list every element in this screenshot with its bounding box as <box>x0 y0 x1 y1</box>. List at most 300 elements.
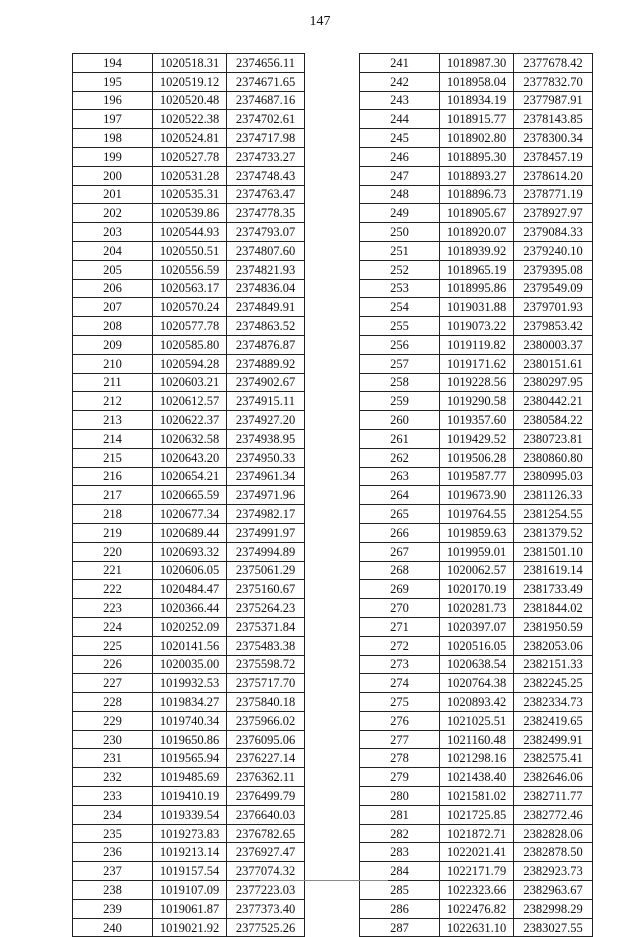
table-row <box>360 599 593 618</box>
point-number-cell: 257 <box>360 354 440 373</box>
y-coordinate-cell: 2374950.33 <box>227 448 305 467</box>
table-row <box>73 881 305 900</box>
point-number-cell: 279 <box>360 768 440 787</box>
y-coordinate-cell: 2374793.07 <box>227 223 305 242</box>
x-coordinate-cell: 1022171.79 <box>440 862 514 881</box>
coordinates-table-right <box>359 53 593 937</box>
x-coordinate-cell: 1020556.59 <box>153 260 227 279</box>
x-coordinate-cell: 1019273.83 <box>153 824 227 843</box>
point-number-cell: 231 <box>73 749 153 768</box>
y-coordinate-cell: 2374876.87 <box>227 335 305 354</box>
table-row <box>360 185 593 204</box>
x-coordinate-cell: 1020764.38 <box>440 674 514 693</box>
point-number-cell: 249 <box>360 204 440 223</box>
y-coordinate-cell: 2374994.89 <box>227 542 305 561</box>
table-row <box>360 824 593 843</box>
table-row <box>73 824 305 843</box>
table-row <box>360 486 593 505</box>
y-coordinate-cell: 2380151.61 <box>514 354 593 373</box>
y-coordinate-cell: 2375483.38 <box>227 636 305 655</box>
y-coordinate-cell: 2382963.67 <box>514 881 593 900</box>
point-number-cell: 274 <box>360 674 440 693</box>
x-coordinate-cell: 1019673.90 <box>440 486 514 505</box>
table-row <box>73 54 305 73</box>
x-coordinate-cell: 1020170.19 <box>440 580 514 599</box>
y-coordinate-cell: 2382878.50 <box>514 843 593 862</box>
y-coordinate-cell: 2382998.29 <box>514 899 593 918</box>
y-coordinate-cell: 2375160.67 <box>227 580 305 599</box>
y-coordinate-cell: 2380995.03 <box>514 467 593 486</box>
table-row <box>360 448 593 467</box>
x-coordinate-cell: 1020603.21 <box>153 373 227 392</box>
table-row <box>360 881 593 900</box>
x-coordinate-cell: 1022021.41 <box>440 843 514 862</box>
x-coordinate-cell: 1019587.77 <box>440 467 514 486</box>
y-coordinate-cell: 2377223.03 <box>227 881 305 900</box>
x-coordinate-cell: 1020524.81 <box>153 129 227 148</box>
y-coordinate-cell: 2382772.46 <box>514 805 593 824</box>
y-coordinate-cell: 2380442.21 <box>514 392 593 411</box>
coordinates-table-left <box>72 53 305 937</box>
x-coordinate-cell: 1019339.54 <box>153 805 227 824</box>
table-row <box>360 429 593 448</box>
table-row <box>73 448 305 467</box>
table-row <box>360 147 593 166</box>
y-coordinate-cell: 2383027.55 <box>514 918 593 937</box>
point-number-cell: 247 <box>360 166 440 185</box>
x-coordinate-cell: 1020539.86 <box>153 204 227 223</box>
x-coordinate-cell: 1018905.67 <box>440 204 514 223</box>
point-number-cell: 287 <box>360 918 440 937</box>
point-number-cell: 241 <box>360 54 440 73</box>
x-coordinate-cell: 1020141.56 <box>153 636 227 655</box>
point-number-cell: 263 <box>360 467 440 486</box>
point-number-cell: 236 <box>73 843 153 862</box>
point-number-cell: 216 <box>73 467 153 486</box>
x-coordinate-cell: 1020585.80 <box>153 335 227 354</box>
table-row <box>73 354 305 373</box>
point-number-cell: 264 <box>360 486 440 505</box>
table-row <box>73 467 305 486</box>
point-number-cell: 265 <box>360 505 440 524</box>
point-number-cell: 243 <box>360 91 440 110</box>
point-number-cell: 232 <box>73 768 153 787</box>
x-coordinate-cell: 1020893.42 <box>440 693 514 712</box>
point-number-cell: 259 <box>360 392 440 411</box>
point-number-cell: 283 <box>360 843 440 862</box>
table-row <box>360 467 593 486</box>
point-number-cell: 244 <box>360 110 440 129</box>
table-row <box>360 354 593 373</box>
x-coordinate-cell: 1020535.31 <box>153 185 227 204</box>
point-number-cell: 272 <box>360 636 440 655</box>
x-coordinate-cell: 1020366.44 <box>153 599 227 618</box>
y-coordinate-cell: 2374748.43 <box>227 166 305 185</box>
table-row <box>360 129 593 148</box>
point-number-cell: 208 <box>73 317 153 336</box>
y-coordinate-cell: 2381619.14 <box>514 561 593 580</box>
point-number-cell: 219 <box>73 523 153 542</box>
page-number: 147 <box>309 14 331 29</box>
point-number-cell: 248 <box>360 185 440 204</box>
table-row <box>360 843 593 862</box>
y-coordinate-cell: 2380297.95 <box>514 373 593 392</box>
point-number-cell: 202 <box>73 204 153 223</box>
table-row <box>73 279 305 298</box>
point-number-cell: 221 <box>73 561 153 580</box>
point-number-cell: 201 <box>73 185 153 204</box>
point-number-cell: 284 <box>360 862 440 881</box>
x-coordinate-cell: 1021725.85 <box>440 805 514 824</box>
point-number-cell: 197 <box>73 110 153 129</box>
point-number-cell: 228 <box>73 693 153 712</box>
x-coordinate-cell: 1018987.30 <box>440 54 514 73</box>
y-coordinate-cell: 2375966.02 <box>227 711 305 730</box>
x-coordinate-cell: 1019740.34 <box>153 711 227 730</box>
x-coordinate-cell: 1019764.55 <box>440 505 514 524</box>
x-coordinate-cell: 1020550.51 <box>153 241 227 260</box>
table-row <box>73 260 305 279</box>
table-row <box>73 223 305 242</box>
point-number-cell: 266 <box>360 523 440 542</box>
table-row <box>360 899 593 918</box>
point-number-cell: 245 <box>360 129 440 148</box>
table-row <box>73 918 305 937</box>
point-number-cell: 252 <box>360 260 440 279</box>
table-row <box>73 91 305 110</box>
x-coordinate-cell: 1020397.07 <box>440 617 514 636</box>
y-coordinate-cell: 2379853.42 <box>514 317 593 336</box>
table-row <box>360 787 593 806</box>
table-row <box>360 918 593 937</box>
y-coordinate-cell: 2374702.61 <box>227 110 305 129</box>
table-row <box>73 655 305 674</box>
table-row <box>73 636 305 655</box>
y-coordinate-cell: 2382245.25 <box>514 674 593 693</box>
x-coordinate-cell: 1018895.30 <box>440 147 514 166</box>
y-coordinate-cell: 2374733.27 <box>227 147 305 166</box>
y-coordinate-cell: 2374902.67 <box>227 373 305 392</box>
point-number-cell: 205 <box>73 260 153 279</box>
y-coordinate-cell: 2377987.91 <box>514 91 593 110</box>
point-number-cell: 270 <box>360 599 440 618</box>
table-row <box>360 260 593 279</box>
y-coordinate-cell: 2378614.20 <box>514 166 593 185</box>
table-row <box>360 166 593 185</box>
x-coordinate-cell: 1020062.57 <box>440 561 514 580</box>
table-row <box>73 110 305 129</box>
table-row <box>73 711 305 730</box>
y-coordinate-cell: 2378300.34 <box>514 129 593 148</box>
y-coordinate-cell: 2375598.72 <box>227 655 305 674</box>
y-coordinate-cell: 2374687.16 <box>227 91 305 110</box>
point-number-cell: 209 <box>73 335 153 354</box>
table-row <box>73 617 305 636</box>
table-row <box>360 54 593 73</box>
x-coordinate-cell: 1019959.01 <box>440 542 514 561</box>
point-number-cell: 215 <box>73 448 153 467</box>
x-coordinate-cell: 1019834.27 <box>153 693 227 712</box>
table-row <box>73 185 305 204</box>
x-coordinate-cell: 1019228.56 <box>440 373 514 392</box>
y-coordinate-cell: 2382419.65 <box>514 711 593 730</box>
x-coordinate-cell: 1020527.78 <box>153 147 227 166</box>
point-number-cell: 196 <box>73 91 153 110</box>
y-coordinate-cell: 2379701.93 <box>514 298 593 317</box>
point-number-cell: 211 <box>73 373 153 392</box>
table-row <box>73 72 305 91</box>
x-coordinate-cell: 1019650.86 <box>153 730 227 749</box>
x-coordinate-cell: 1018939.92 <box>440 241 514 260</box>
point-number-cell: 213 <box>73 411 153 430</box>
table-row <box>360 580 593 599</box>
point-number-cell: 240 <box>73 918 153 937</box>
y-coordinate-cell: 2381501.10 <box>514 542 593 561</box>
table-row <box>360 279 593 298</box>
point-number-cell: 276 <box>360 711 440 730</box>
table-row <box>73 335 305 354</box>
table-row <box>360 335 593 354</box>
y-coordinate-cell: 2376640.03 <box>227 805 305 824</box>
table-row <box>73 730 305 749</box>
table-row <box>73 166 305 185</box>
table-row <box>73 674 305 693</box>
table-row <box>73 749 305 768</box>
table-row <box>360 805 593 824</box>
x-coordinate-cell: 1020622.37 <box>153 411 227 430</box>
x-coordinate-cell: 1020577.78 <box>153 317 227 336</box>
y-coordinate-cell: 2382828.06 <box>514 824 593 843</box>
table-row <box>73 411 305 430</box>
y-coordinate-cell: 2374971.96 <box>227 486 305 505</box>
point-number-cell: 233 <box>73 787 153 806</box>
x-coordinate-cell: 1019107.09 <box>153 881 227 900</box>
y-coordinate-cell: 2381733.49 <box>514 580 593 599</box>
x-coordinate-cell: 1020484.47 <box>153 580 227 599</box>
y-coordinate-cell: 2376499.79 <box>227 787 305 806</box>
point-number-cell: 254 <box>360 298 440 317</box>
y-coordinate-cell: 2378457.19 <box>514 147 593 166</box>
point-number-cell: 204 <box>73 241 153 260</box>
point-number-cell: 242 <box>360 72 440 91</box>
y-coordinate-cell: 2376362.11 <box>227 768 305 787</box>
x-coordinate-cell: 1019119.82 <box>440 335 514 354</box>
table-row <box>73 768 305 787</box>
x-coordinate-cell: 1021160.48 <box>440 730 514 749</box>
y-coordinate-cell: 2379240.10 <box>514 241 593 260</box>
y-coordinate-cell: 2381126.33 <box>514 486 593 505</box>
point-number-cell: 226 <box>73 655 153 674</box>
coordinates-table-left-body <box>73 54 305 937</box>
point-number-cell: 250 <box>360 223 440 242</box>
y-coordinate-cell: 2374821.93 <box>227 260 305 279</box>
y-coordinate-cell: 2382575.41 <box>514 749 593 768</box>
x-coordinate-cell: 1020693.32 <box>153 542 227 561</box>
table-row <box>360 110 593 129</box>
point-number-cell: 222 <box>73 580 153 599</box>
point-number-cell: 280 <box>360 787 440 806</box>
x-coordinate-cell: 1019073.22 <box>440 317 514 336</box>
x-coordinate-cell: 1020665.59 <box>153 486 227 505</box>
table-row <box>360 373 593 392</box>
table-row <box>73 693 305 712</box>
table-row <box>73 843 305 862</box>
point-number-cell: 238 <box>73 881 153 900</box>
x-coordinate-cell: 1019565.94 <box>153 749 227 768</box>
x-coordinate-cell: 1018893.27 <box>440 166 514 185</box>
point-number-cell: 210 <box>73 354 153 373</box>
y-coordinate-cell: 2378143.85 <box>514 110 593 129</box>
y-coordinate-cell: 2374656.11 <box>227 54 305 73</box>
point-number-cell: 234 <box>73 805 153 824</box>
point-number-cell: 256 <box>360 335 440 354</box>
y-coordinate-cell: 2375061.29 <box>227 561 305 580</box>
y-coordinate-cell: 2377678.42 <box>514 54 593 73</box>
point-number-cell: 273 <box>360 655 440 674</box>
x-coordinate-cell: 1018934.19 <box>440 91 514 110</box>
point-number-cell: 286 <box>360 899 440 918</box>
x-coordinate-cell: 1020643.20 <box>153 448 227 467</box>
point-number-cell: 223 <box>73 599 153 618</box>
table-row <box>360 392 593 411</box>
table-row <box>73 542 305 561</box>
point-number-cell: 239 <box>73 899 153 918</box>
y-coordinate-cell: 2375717.70 <box>227 674 305 693</box>
table-row <box>360 674 593 693</box>
table-row <box>73 147 305 166</box>
x-coordinate-cell: 1020638.54 <box>440 655 514 674</box>
x-coordinate-cell: 1019485.69 <box>153 768 227 787</box>
y-coordinate-cell: 2379549.09 <box>514 279 593 298</box>
x-coordinate-cell: 1019506.28 <box>440 448 514 467</box>
table-row <box>73 298 305 317</box>
x-coordinate-cell: 1019357.60 <box>440 411 514 430</box>
y-coordinate-cell: 2374849.91 <box>227 298 305 317</box>
y-coordinate-cell: 2374671.65 <box>227 72 305 91</box>
y-coordinate-cell: 2378771.19 <box>514 185 593 204</box>
table-row <box>360 617 593 636</box>
table-row <box>360 523 593 542</box>
y-coordinate-cell: 2374763.47 <box>227 185 305 204</box>
y-coordinate-cell: 2379084.33 <box>514 223 593 242</box>
table-row <box>73 373 305 392</box>
table-row <box>360 411 593 430</box>
x-coordinate-cell: 1018920.07 <box>440 223 514 242</box>
x-coordinate-cell: 1019021.92 <box>153 918 227 937</box>
y-coordinate-cell: 2375264.23 <box>227 599 305 618</box>
y-coordinate-cell: 2374961.34 <box>227 467 305 486</box>
table-row <box>73 129 305 148</box>
table-row <box>360 862 593 881</box>
table-row <box>360 298 593 317</box>
point-number-cell: 199 <box>73 147 153 166</box>
x-coordinate-cell: 1019031.88 <box>440 298 514 317</box>
table-row <box>73 241 305 260</box>
x-coordinate-cell: 1021581.02 <box>440 787 514 806</box>
x-coordinate-cell: 1018902.80 <box>440 129 514 148</box>
table-row <box>73 204 305 223</box>
table-row <box>73 787 305 806</box>
y-coordinate-cell: 2378927.97 <box>514 204 593 223</box>
y-coordinate-cell: 2379395.08 <box>514 260 593 279</box>
y-coordinate-cell: 2374938.95 <box>227 429 305 448</box>
y-coordinate-cell: 2376927.47 <box>227 843 305 862</box>
point-number-cell: 271 <box>360 617 440 636</box>
x-coordinate-cell: 1020612.57 <box>153 392 227 411</box>
point-number-cell: 278 <box>360 749 440 768</box>
table-row <box>360 223 593 242</box>
point-number-cell: 253 <box>360 279 440 298</box>
table-row <box>360 768 593 787</box>
point-number-cell: 218 <box>73 505 153 524</box>
x-coordinate-cell: 1020519.12 <box>153 72 227 91</box>
table-row <box>73 392 305 411</box>
table-row <box>360 636 593 655</box>
point-number-cell: 227 <box>73 674 153 693</box>
x-coordinate-cell: 1018896.73 <box>440 185 514 204</box>
point-number-cell: 203 <box>73 223 153 242</box>
x-coordinate-cell: 1020522.38 <box>153 110 227 129</box>
x-coordinate-cell: 1021298.16 <box>440 749 514 768</box>
x-coordinate-cell: 1020252.09 <box>153 617 227 636</box>
point-number-cell: 237 <box>73 862 153 881</box>
bottom-rule <box>260 880 388 881</box>
x-coordinate-cell: 1019061.87 <box>153 899 227 918</box>
y-coordinate-cell: 2380584.22 <box>514 411 593 430</box>
x-coordinate-cell: 1019157.54 <box>153 862 227 881</box>
x-coordinate-cell: 1020520.48 <box>153 91 227 110</box>
x-coordinate-cell: 1019290.58 <box>440 392 514 411</box>
point-number-cell: 225 <box>73 636 153 655</box>
x-coordinate-cell: 1018958.04 <box>440 72 514 91</box>
x-coordinate-cell: 1022323.66 <box>440 881 514 900</box>
point-number-cell: 224 <box>73 617 153 636</box>
y-coordinate-cell: 2376227.14 <box>227 749 305 768</box>
table-row <box>73 486 305 505</box>
y-coordinate-cell: 2382923.73 <box>514 862 593 881</box>
y-coordinate-cell: 2374915.11 <box>227 392 305 411</box>
point-number-cell: 200 <box>73 166 153 185</box>
table-row <box>360 505 593 524</box>
x-coordinate-cell: 1020281.73 <box>440 599 514 618</box>
x-coordinate-cell: 1019171.62 <box>440 354 514 373</box>
point-number-cell: 269 <box>360 580 440 599</box>
table-row <box>73 561 305 580</box>
coordinates-table-right-body <box>360 54 593 937</box>
y-coordinate-cell: 2375371.84 <box>227 617 305 636</box>
table-row <box>360 730 593 749</box>
y-coordinate-cell: 2380003.37 <box>514 335 593 354</box>
point-number-cell: 195 <box>73 72 153 91</box>
y-coordinate-cell: 2374991.97 <box>227 523 305 542</box>
table-row <box>360 204 593 223</box>
table-row <box>73 317 305 336</box>
y-coordinate-cell: 2374863.52 <box>227 317 305 336</box>
table-row <box>360 317 593 336</box>
point-number-cell: 255 <box>360 317 440 336</box>
point-number-cell: 262 <box>360 448 440 467</box>
y-coordinate-cell: 2374889.92 <box>227 354 305 373</box>
table-row <box>360 693 593 712</box>
x-coordinate-cell: 1019932.53 <box>153 674 227 693</box>
point-number-cell: 214 <box>73 429 153 448</box>
x-coordinate-cell: 1018915.77 <box>440 110 514 129</box>
y-coordinate-cell: 2381950.59 <box>514 617 593 636</box>
x-coordinate-cell: 1020570.24 <box>153 298 227 317</box>
point-number-cell: 235 <box>73 824 153 843</box>
y-coordinate-cell: 2382711.77 <box>514 787 593 806</box>
y-coordinate-cell: 2374778.35 <box>227 204 305 223</box>
